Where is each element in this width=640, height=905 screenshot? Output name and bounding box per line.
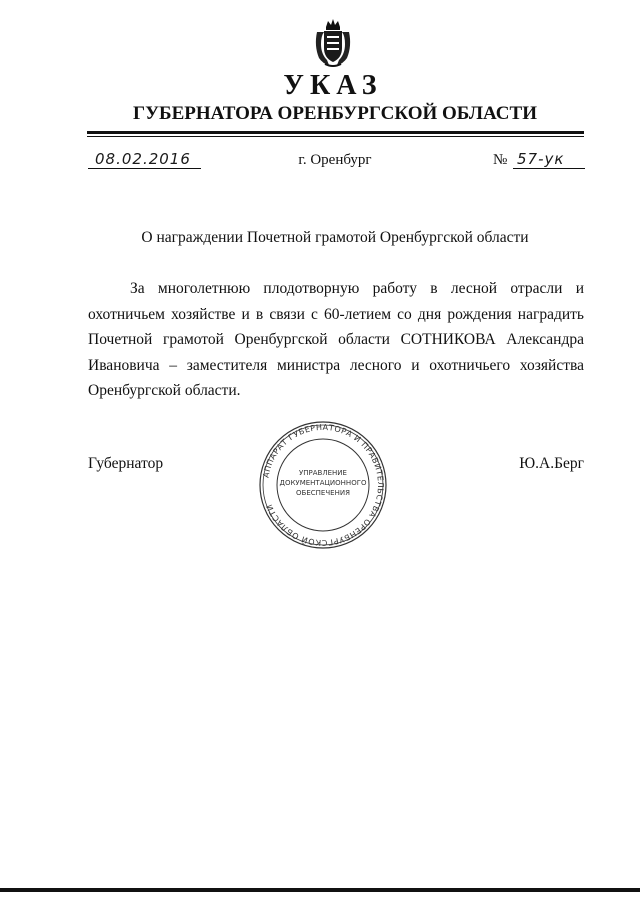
number-sign: № (493, 152, 508, 168)
signature-role: Губернатор (88, 455, 164, 472)
stamp-outer-text: АППАРАТ ГУБЕРНАТОРА И ПРАВИТЕЛЬСТВА ОРЕНБУРГСКОЙ ОБЛАСТИ (261, 422, 386, 548)
header-rule-thick (87, 131, 584, 134)
signature-name: Ю.А.Берг (519, 455, 584, 472)
number-field (493, 150, 585, 172)
number-underline (513, 168, 585, 169)
document-subtitle: ГУБЕРНАТОРА ОРЕНБУРГСКОЙ ОБЛАСТИ (133, 103, 537, 124)
number-value-box (513, 150, 585, 172)
header-rule-thin (87, 136, 584, 137)
coat-of-arms-icon (313, 18, 353, 68)
date-value: 08.02.2016 (95, 150, 191, 168)
decree-body: За многолетнюю плодотворную работу в лесной отрасли и охотничьем хозяйстве и в связи с 60-летием со дня рождения наградить Почетной грамотой Оренбургской области СОТНИКОВА Александра Ивановича – заместителя министра лесного и охотничьего хозяйства Оренбургской области. (88, 280, 584, 399)
city-label: г. Оренбург (298, 152, 372, 168)
stamp-line-3: ОБЕСПЕЧЕНИЯ (296, 489, 350, 497)
stamp-line-1: УПРАВЛЕНИЕ (299, 469, 347, 477)
number-value: 57-ук (517, 150, 565, 168)
stamp-line-2: ДОКУМЕНТАЦИОННОГО (279, 479, 367, 487)
bottom-rule (0, 888, 640, 892)
document-title: УКАЗ (283, 70, 383, 101)
official-stamp (258, 420, 388, 550)
decree-subject: О награждении Почетной грамотой Оренбургской области (141, 229, 529, 246)
